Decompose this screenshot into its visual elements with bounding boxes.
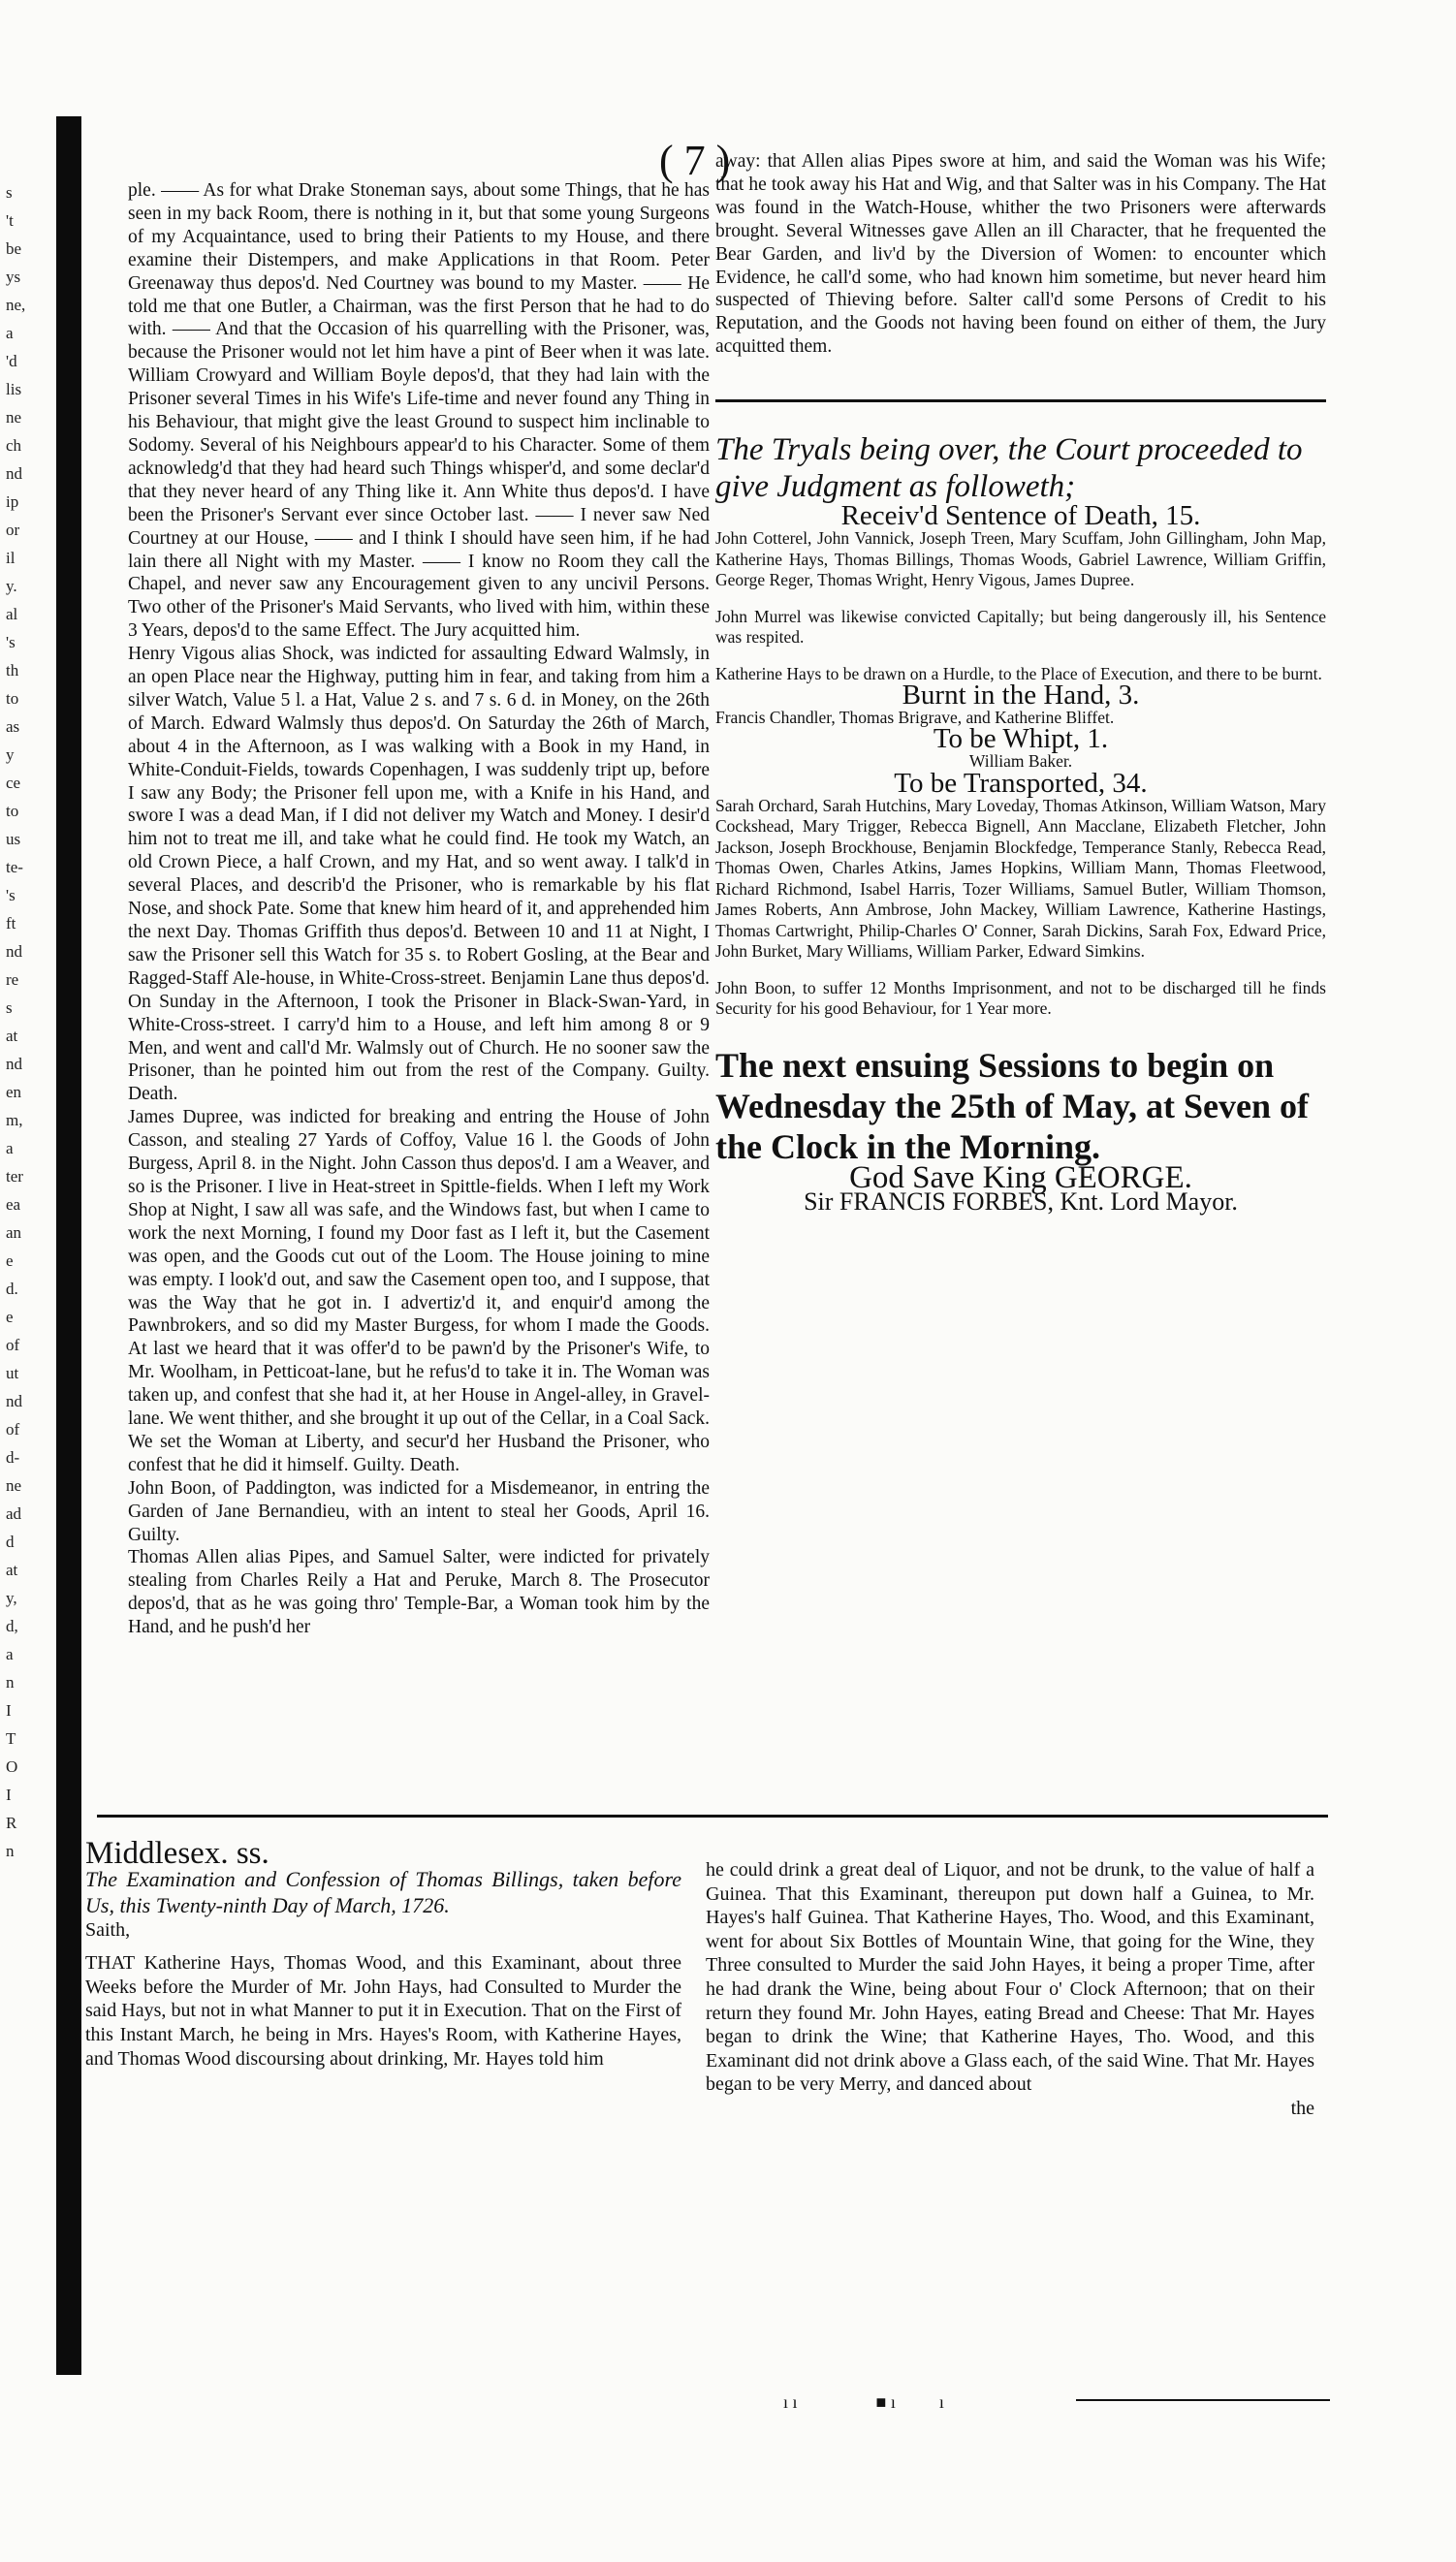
margin-fragment: s (6, 183, 13, 202)
margin-fragment: nd (6, 942, 22, 961)
whipt-names: William Baker. (968, 751, 1073, 772)
paragraph-vigous-trial: Henry Vigous alias Shock, was indicted for assaulting Edward Walmsly, in an open Place near the Highway, putting him in fear, and taking from him a silver Watch, Value 5 l. a Hat, Value 2 s. and 7 s. 6 d. in Money, on the 26th of March. Edward Walmsly thus depos'd. On Saturday the 26th of March, about 4 in the Afternoon, as I was walking with a Book in my Hand, in White-Conduit-Fields, towards Copenhagen, I was suddenly tript up, before I saw any Body; the Prisoner fell upon me, with a Knife in his Hand, and swore I was a dead Man, if I did not deliver my Watch and Money. I desir'd him not to treat me ill, and take what he could find. He took my Watch, an old Crown Piece, a half Crown, and my Hat, and so went away. I talk'd in several Places, and describ'd the Prisoner, who is remarkable by his flat Nose, and shock Pate. Some that knew him heard of it, and apprehended him the next Day. Thomas Griffith thus depos'd. Between 10 and 11 at Night, I saw the Prisoner sell this Watch for 35 s. to Robert Gosling, at the Bear and Ragged-Staff Ale-house, in White-Cross-street. Benjamin Lane thus depos'd. On Sunday in the Afternoon, I took the Prisoner in Black-Swan-Yard, in White-Cross-street. I carry'd him to a House, and left him among 8 or 9 Men, and went and call'd Mr. Walmsly out of Church. He no sooner saw the Prisoner, than he pointed him out from the rest of the Company. Guilty. Death. (128, 644, 711, 1105)
margin-fragment: a (6, 324, 14, 342)
margin-fragment: e (6, 1251, 14, 1270)
book-binding-gutter (0, 116, 85, 2375)
saith-label: Saith, (85, 1918, 131, 1941)
catchword: the (1290, 2097, 1314, 2119)
page-divider-rule (97, 1815, 1328, 1818)
boon-sentence-note: John Boon, to suffer 12 Months Imprisonment, and not to be discharged till he finds Security for his good Behaviour, for 1 Year more. (715, 977, 1326, 1019)
margin-fragment: to (6, 689, 19, 708)
next-sessions-notice: The next ensuing Sessions to begin on Wednesday the 25th of May, at Seven of the Clock in the Morning. (715, 1045, 1309, 1166)
margin-fragment: of (6, 1420, 20, 1439)
margin-fragment: 't (6, 211, 14, 230)
margin-fragment: O (6, 1757, 18, 1776)
margin-fragment: R (6, 1814, 17, 1832)
margin-fragment: be (6, 239, 22, 258)
paragraph-boon-trial: John Boon, of Paddington, was indicted for a Misdemeanor, in entring the Garden of Jane Bernandieu, with an intent to steal her Goods, April 16. Guilty. (128, 1477, 710, 1545)
transported-names: Sarah Orchard, Sarah Hutchins, Mary Loveday, Thomas Atkinson, William Watson, Mary Cockshead, Mary Trigger, Rebecca Bignell, Ann Macclane, Elizabeth Fletcher, John Jackson, Joseph Brockhouse, Benjamin Blockfedge, Temperance Stanly, Rebecca Read, Thomas Owen, Charles Atkins, James Hopkins, William Mann, Thomas Fleetwood, Richard Richmond, Isabel Harris, Tozer Williams, Samuel Butler, William Thomson, James Roberts, Ann Ambrose, John Mackey, William Lawrence, Katherine Hastings, Thomas Cartwright, Philip-Charles O' Conner, Sarah Dickins, Sarah Fox, Edward Price, John Burket, Mary Williams, William Parker, Edward Simkins. (715, 795, 1326, 962)
death-sentence-names: John Cotterel, John Vannick, Joseph Treen, Mary Scuffam, John Gillingham, John Map, Katherine Hays, Thomas Billings, Thomas Woods, Gabriel Lawrence, William Griffin, George Reger, Thomas Wright, Henry Vigous, James Dupree. (715, 528, 1326, 590)
paragraph-allen-salter-trial: Thomas Allen alias Pipes, and Samuel Salter, were indicted for privately stealing from Charles Reily a Hat and Peruke, March 8. The Prosecutor depos'd, that as he was going thro' Temple-Bar, a Woman took him by the Hand, and he push'd her (128, 1547, 710, 1638)
margin-fragment: or (6, 521, 20, 539)
margin-fragment: ft (6, 914, 16, 933)
page-number: ( 7 ) (659, 137, 731, 184)
margin-fragment: ad (6, 1504, 22, 1523)
margin-fragment: 's (6, 633, 16, 651)
margin-fragment: 's (6, 886, 16, 904)
transported-heading: To be Transported, 34. (894, 767, 1148, 799)
margin-fragment: T (6, 1729, 16, 1748)
left-column (128, 179, 710, 1639)
margin-fragment: y (6, 745, 15, 764)
margin-fragment: nd (6, 464, 22, 483)
margin-fragment: us (6, 830, 21, 848)
binding-shadow (56, 116, 81, 2375)
margin-fragment: as (6, 717, 20, 736)
margin-fragment: at (6, 1561, 18, 1579)
examination-right-column (706, 1858, 1314, 2121)
margin-fragment: ch (6, 436, 22, 455)
margin-fragment: ne, (6, 296, 26, 314)
margin-fragment: al (6, 605, 18, 623)
margin-fragment: I (6, 1786, 12, 1804)
tryals-heading: The Tryals being over, the Court proceeded to give Judgment as followeth; (715, 432, 1303, 505)
margin-fragment: nd (6, 1055, 22, 1073)
death-sentence-heading: Receiv'd Sentence of Death, 15. (840, 500, 1201, 532)
margin-fragment: m, (6, 1111, 23, 1129)
paragraph-allen-salter-continuation: away: that Allen alias Pipes swore at him, and said the Woman was his Wife; that he took away his Hat and Wig, and that Salter was in his Company. The Hat was found in the Watch-House, whither the two Prisoners were afterwards brought. Several Witnesses gave Allen an ill Character, that he frequented the Bear Garden, and liv'd by the Diversion of Women: to encounter which Evidence, he call'd some, who had known him sometime, but never heard him suspected of Thieving before. Salter call'd some Persons of Credit to his Reputation, and the Goods not having been found on either of them, the Jury acquitted them. (715, 151, 1326, 358)
margin-fragment: re (6, 970, 19, 989)
margin-fragment: ip (6, 492, 19, 511)
margin-fragment: te- (6, 858, 23, 876)
margin-fragment: ne (6, 1476, 22, 1495)
margin-fragment: lis (6, 380, 22, 398)
paragraph-dupree-trial: James Dupree, was indicted for breaking and entring the House of John Casson, and stealing 27 Yards of Coffoy, Value 16 l. the Goods of John Burgess, April 8. in the Night. John Casson thus depos'd. I am a Weaver, and so is the Prisoner. I live in Heat-street in Spittle-fields. When I left my Work Shop at Night, I saw all was safe, and the Windows fast, but when I came to work the next Morning, I found my Door fast as I left it, but the Casement was open, and the Goods cut out of the Loom. The House joining to mine was empty. I look'd out, and saw the Casement open too, and I suppose, that was the Way that he got in. I advertiz'd it, and enquir'd among the Pawnbrokers, and so did my Master Burgess, for whom I made the Goods. At last we heard that it was offer'd to be pawn'd by the Prisoner's Wife, to Mr. Woolham, in Petticoat-lane, but he refus'd to take it in. The Woman was taken up, and confest that she had it, at her House in Angel-alley, in Gravel-lane. We went thither, and she brought it up out of the Cellar, in a Coal Sack. We set the Woman at Liberty, and secur'd her Husband the Prisoner, who confest that he did it himself. Guilty. Death. (128, 1107, 710, 1475)
examination-text-left: THAT Katherine Hays, Thomas Wood, and this Examinant, about three Weeks before the Murder of Mr. John Hays, had Consulted to Murder the said Hays, but not in what Manner to put it in Execution. That on the First of this Instant March, he being in Mrs. Hayes's Room, with Katherine Hayes, and Thomas Wood discoursing about drinking, Mr. Hayes told him (85, 1952, 681, 2070)
examination-left-column (85, 1836, 681, 2071)
hays-burning-note: Katherine Hays to be drawn on a Hurdle, to the Place of Execution, and there to be burnt. (715, 663, 1322, 683)
examination-title: The Examination and Confession of Thomas Billings, taken before Us, this Twenty-ninth Day of March, 1726. (85, 1866, 681, 1917)
margin-fragment: ea (6, 1195, 21, 1214)
margin-fragment: ter (6, 1167, 23, 1186)
whipt-heading: To be Whipt, 1. (933, 723, 1109, 755)
margin-fragment: I (6, 1701, 12, 1720)
margin-fragment: nd (6, 1392, 22, 1410)
bottom-edge-rule (1076, 2399, 1330, 2401)
printing-marks: ı ı ■ ı ı (783, 2392, 944, 2412)
margin-fragment: en (6, 1083, 22, 1101)
burnt-hand-heading: Burnt in the Hand, 3. (902, 680, 1140, 712)
middlesex-heading: Middlesex. ss. (85, 1836, 269, 1871)
margin-fragment: d- (6, 1448, 20, 1467)
murrel-note: John Murrel was likewise convicted Capitally; but being dangerously ill, his Sentence was respited. (715, 606, 1326, 648)
margin-fragment: d. (6, 1280, 18, 1298)
margin-fragment: of (6, 1336, 20, 1354)
margin-fragment: y. (6, 577, 17, 595)
section-rule (715, 399, 1326, 402)
margin-fragment: ne (6, 408, 22, 427)
margin-fragment: a (6, 1139, 14, 1157)
margin-fragment: ys (6, 268, 21, 286)
margin-fragment: n (6, 1842, 15, 1860)
margin-fragment: ut (6, 1364, 19, 1382)
margin-fragment: at (6, 1027, 18, 1045)
margin-fragment: il (6, 549, 16, 567)
paragraph-defence-witnesses: ple. —— As for what Drake Stoneman says, about some Things, that he has seen in my back Room, there is nothing in it, but that some young Surgeons of my Acquaintance, used to bring their Patients to my House, and there examine their Distempers, and make Applications in that Room. Peter Greenaway thus depos'd. Ned Courtney was bound to my Master. —— He told me that one Butler, a Chairman, was the first Person that he had to do with. —— And that the Occasion of his quarrelling with the Prisoner, was, because the Prisoner would not let him have a pint of Beer when it was late. William Crowyard and William Boyle depos'd, that they had lain with the Prisoner several Times in his Wife's Life-time and never found any Thing in his Behaviour, that might give the least Ground to suspect him inclinable to Sodomy. Several of his Neighbours appear'd to his Character. Some of them acknowledg'd that they had heard such Things whisper'd, and some declar'd that they never heard of any Thing like it. Ann White thus depos'd. I have been the Prisoner's Servant ever since October last. —— I never saw Ned Courtney at our House, —— and I think I should have seen him, if he had lain there all Night with my Master. —— I know no Room they call the Chapel, and never saw any Encouragement given to any uncivil Persons. Two other of the Prisoner's Maid Servants, who lived with him, within these 3 Years, depos'd to the same Effect. The Jury acquitted him. (128, 180, 710, 642)
lord-mayor-signature: Sir FRANCIS FORBES, Knt. Lord Mayor. (804, 1186, 1238, 1216)
margin-fragment: y, (6, 1589, 17, 1607)
margin-fragment: 'd (6, 352, 17, 370)
margin-fragment: an (6, 1223, 22, 1242)
right-column (715, 150, 1326, 1214)
margin-fragment: th (6, 661, 19, 680)
margin-fragment: ce (6, 774, 21, 792)
god-save-the-king: God Save King GEORGE. (849, 1159, 1192, 1195)
margin-fragment: d, (6, 1617, 18, 1635)
burnt-hand-names: Francis Chandler, Thomas Brigrave, and Katherine Bliffet. (715, 707, 1115, 727)
margin-fragment: s (6, 998, 13, 1017)
margin-fragment: to (6, 802, 19, 820)
margin-fragment: d (6, 1533, 15, 1551)
examination-text-right: he could drink a great deal of Liquor, and not be drunk, to the value of half a Guinea. That this Examinant, thereupon put down half a Guinea, to Mr. Hayes's half Guinea. That Katherine Hayes, Tho. Wood, and this Examinant, went for about Six Bottles of Mountain Wine, that going for the Wine, they Three consulted to Murder the said John Hayes, it being a proper Time, after he had drank the Wine, being about Four o' Clock Afternoon; that on their return they found Mr. John Hayes, eating Bread and Cheese: That Mr. Hayes began to drink the Wine; that Katherine Hayes, Tho. Wood, and this Examinant did not drink above a Glass each, of the said Wine. That Mr. Hayes began to be very Merry, and danced about (706, 1859, 1314, 2096)
margin-fragment: e (6, 1308, 14, 1326)
margin-fragment: a (6, 1645, 14, 1663)
margin-fragment: n (6, 1673, 15, 1692)
